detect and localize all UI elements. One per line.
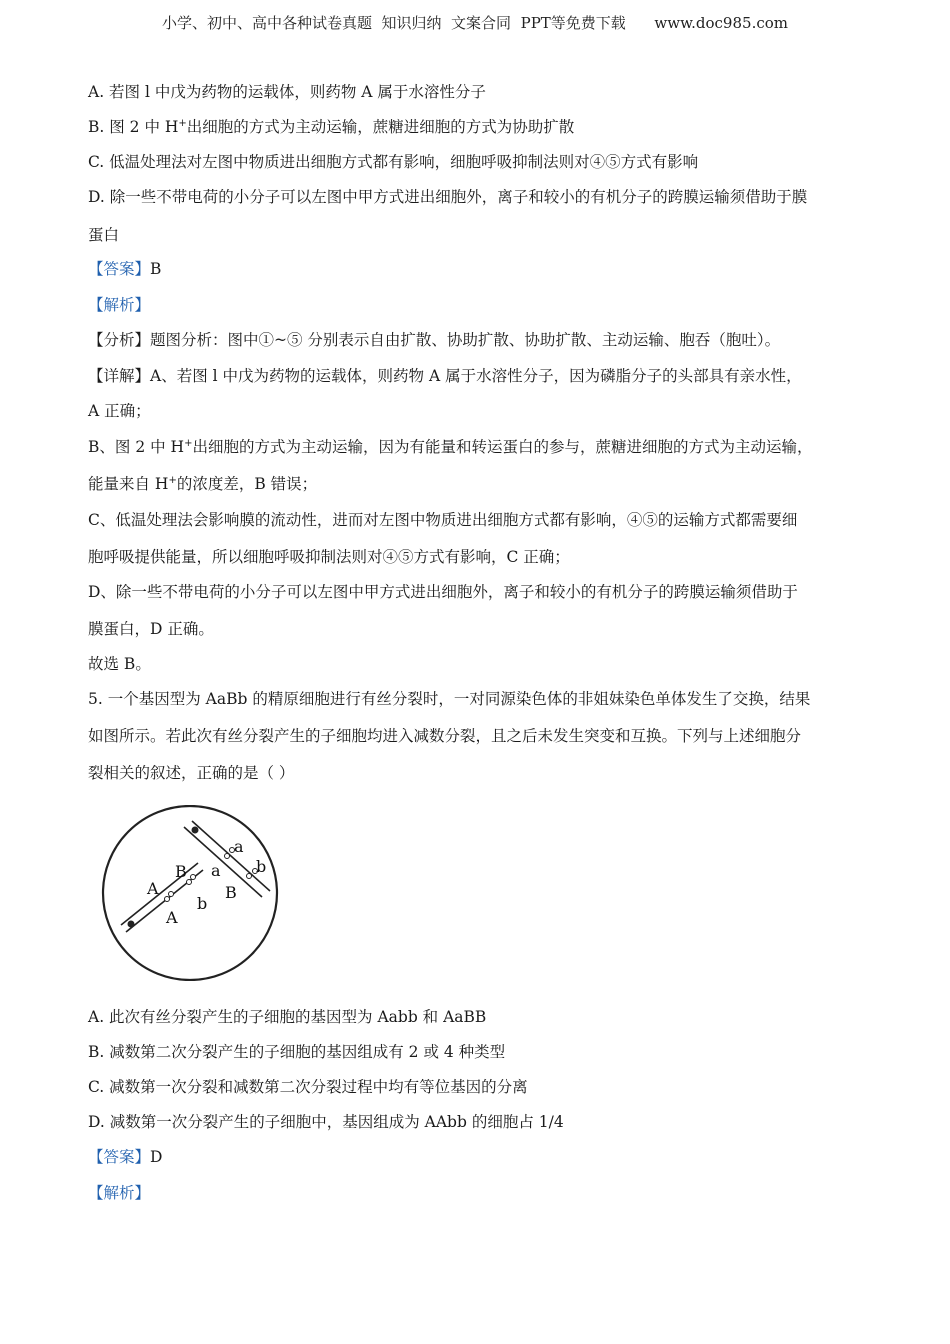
choice-b: B. 减数第二次分裂产生的子细胞的基因组成有 2 或 4 种类型 (88, 1043, 506, 1061)
locus-dot (247, 874, 252, 879)
question-5-cont: 如图所示。若此次有丝分裂产生的子细胞均进入减数分裂，且之后未发生突变和互换。下列与上述细胞分 (88, 727, 802, 745)
answer-value: B (150, 260, 162, 278)
locus-dot (187, 880, 192, 885)
text: 出细胞的方式为主动运输，蔗糖进细胞的方式为协助扩散 (186, 118, 575, 136)
answer-tag: 【答案】 (88, 260, 151, 278)
locus-dot (191, 875, 196, 880)
analysis-tag: 【解析】 (88, 1184, 151, 1202)
analysis-heading-5 (88, 1183, 150, 1203)
superscript: + (178, 117, 187, 129)
gene-label: b (256, 857, 267, 876)
answer-tag: 【答案】 (88, 1148, 151, 1166)
gene-label: a (211, 861, 221, 880)
text: 的浓度差，B 错误； (176, 475, 318, 493)
locus-dot (169, 892, 174, 897)
superscript: + (168, 474, 177, 486)
choice-c: C. 减数第一次分裂和减数第二次分裂过程中均有等位基因的分离 (88, 1078, 528, 1096)
analysis-tag: 【解析】 (88, 296, 151, 314)
detail-d: D、除一些不带电荷的小分子可以左图中甲方式进出细胞外，离子和较小的有机分子的跨膜运输须借助于 (88, 583, 798, 601)
answer-line (88, 259, 161, 279)
question-5: 5. 一个基因型为 AaBb 的精原细胞进行有丝分裂时，一对同源染色体的非姐妹染色单体发生了交换，结果 (88, 690, 811, 708)
chromosome-figure (100, 805, 284, 981)
chromatid-upper-2 (192, 821, 270, 891)
answer-value: D (150, 1148, 163, 1166)
option-d-cont: 蛋白 (88, 226, 120, 244)
centromere-upper (192, 827, 199, 834)
text: 出细胞的方式为主动运输，因为有能量和转运蛋白的参与，蔗糖进细胞的方式为主动运输， (192, 438, 813, 456)
gene-label: A (147, 879, 159, 898)
page-header: 小学、初中、高中各种试卷真题 知识归纳 文案合同 PPT等免费下载 www.doc985.com (161, 14, 788, 32)
detail-a (88, 366, 802, 386)
gene-label: b (197, 894, 208, 913)
choice-d: D. 减数第一次分裂产生的子细胞中，基因组成为 AAbb 的细胞占 1/4 (88, 1113, 564, 1131)
detail-b (88, 437, 812, 457)
text: 题图分析：图中①~⑤ 分别表示自由扩散、协助扩散、协助扩散、主动运输、胞吞（胞吐）。 (150, 331, 781, 349)
gene-label: a (234, 837, 244, 856)
gene-label: A (166, 908, 178, 927)
question-5-cont2: 裂相关的叙述，正确的是（ ） (88, 764, 295, 782)
choice-a: A. 此次有丝分裂产生的子细胞的基因型为 Aabb 和 AaBB (88, 1008, 487, 1026)
text: 能量来自 H (88, 475, 169, 493)
text: B、图 2 中 H (88, 438, 185, 456)
gene-label: B (175, 862, 187, 881)
option-a: A. 若图 l 中戊为药物的运载体，则药物 A 属于水溶性分子 (88, 83, 486, 101)
detail-label: 【详解】 (88, 367, 151, 385)
detail-d-cont: 膜蛋白，D 正确。 (88, 620, 214, 638)
text: B. 图 2 中 H (88, 118, 179, 136)
centromere-lower (128, 921, 135, 928)
answer-line-5 (88, 1147, 162, 1167)
analysis-label: 【分析】 (88, 331, 151, 349)
chromatid-upper-1 (184, 827, 262, 897)
analysis-heading (88, 295, 150, 315)
locus-dot (165, 897, 170, 902)
option-b (88, 117, 574, 137)
detail-c: C、低温处理法会影响膜的流动性，进而对左图中物质进出细胞方式都有影响，④⑤的运输方式都需要细 (88, 511, 798, 529)
gene-label: B (225, 883, 237, 902)
superscript: + (184, 437, 193, 449)
locus-dot (225, 854, 230, 859)
detail-c-cont: 胞呼吸提供能量，所以细胞呼吸抑制法则对④⑤方式有影响，C 正确； (88, 548, 570, 566)
detail-b-cont (88, 474, 317, 494)
conclusion: 故选 B。 (88, 655, 151, 673)
detail-a-cont: A 正确； (88, 402, 151, 420)
option-c: C. 低温处理法对左图中物质进出细胞方式都有影响，细胞呼吸抑制法则对④⑤方式有影响 (88, 153, 699, 171)
option-d: D. 除一些不带电荷的小分子可以左图中甲方式进出细胞外，离子和较小的有机分子的跨膜运输须借助于膜 (88, 188, 808, 206)
text: A、若图 l 中戊为药物的运载体，则药物 A 属于水溶性分子，因为磷脂分子的头部具有亲水性， (150, 367, 802, 385)
analysis-summary (88, 330, 780, 350)
